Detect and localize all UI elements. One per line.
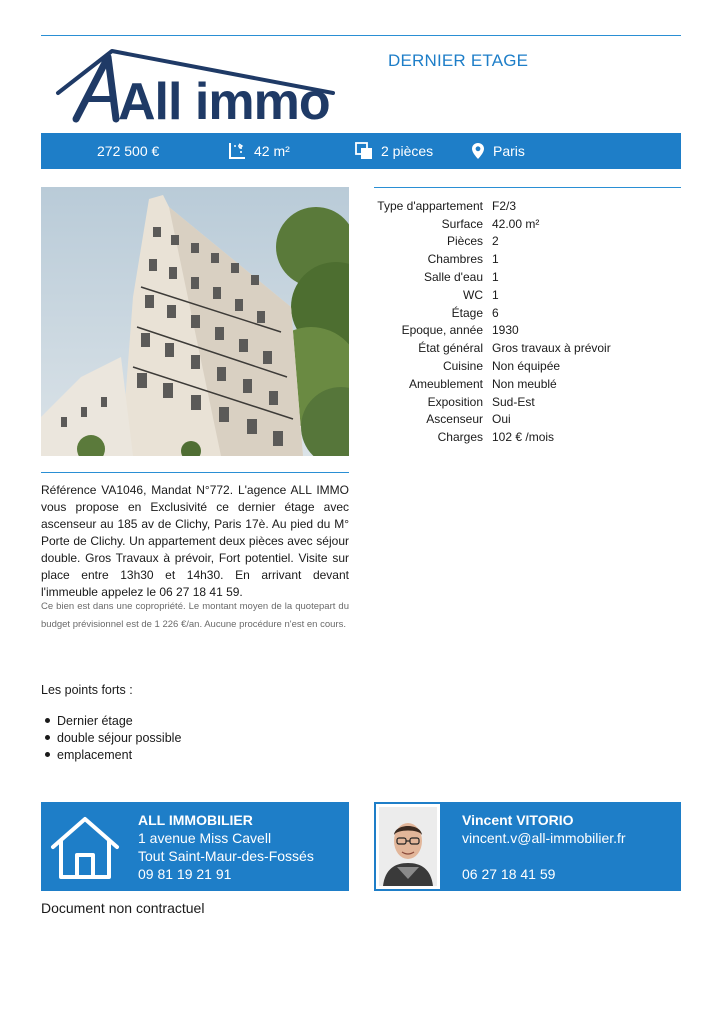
spec-value: 1 (492, 252, 499, 267)
spec-key: Exposition (427, 394, 483, 409)
spec-key: Epoque, année (401, 323, 483, 338)
list-item (41, 729, 181, 746)
spec-row (374, 428, 681, 446)
summary-bar (41, 133, 681, 169)
location-pin-icon (471, 142, 485, 160)
agent-photo (376, 804, 440, 889)
spec-value: 1930 (492, 323, 519, 338)
spec-row (374, 304, 681, 322)
spec-key: État général (418, 341, 483, 356)
spec-value: F2/3 (492, 198, 517, 213)
disclaimer: Document non contractuel (41, 900, 205, 916)
description: Référence VA1046, Mandat N°772. L'agence ALL IMMO vous propose en Exclusivité ce dernier étage avec ascenseur au 185 av de Clichy, Paris 17è. Au pied du M° Porte de Clichy. Un appartement deux pièces avec séjour double. Gros Travaux à prévoir, Fort potentiel. Visite sur place entre 13h30 et 14h30. En arrivant devant l'immeuble appelez le 06 27 18 41 59. (41, 483, 349, 599)
strong-point: Dernier étage (57, 713, 133, 728)
spec-key: Charges (437, 430, 483, 445)
spec-value: Non meublé (492, 376, 557, 391)
agent-email[interactable]: vincent.v@all-immobilier.fr (462, 830, 626, 846)
agent-card (374, 802, 681, 891)
spec-value: 102 € /mois (492, 430, 555, 445)
spec-key: Cuisine (442, 359, 483, 374)
spec-value: Oui (492, 412, 511, 427)
agent-name: Vincent VITORIO (462, 812, 574, 828)
strong-points-list (41, 712, 181, 763)
city-value: Paris (493, 143, 525, 159)
strong-point: emplacement (57, 747, 133, 762)
rooms-summary (355, 133, 433, 169)
agent-phone: 06 27 18 41 59 (462, 866, 556, 882)
spec-row (374, 357, 681, 375)
agency-address-line1: 1 avenue Miss Cavell (138, 830, 272, 846)
agency-name: ALL IMMOBILIER (138, 812, 253, 828)
rooms-value: 2 pièces (381, 143, 434, 159)
spec-row (374, 393, 681, 411)
spec-key: WC (463, 287, 483, 302)
agent-info (462, 811, 626, 883)
bullet-icon (45, 735, 50, 740)
spec-row (374, 250, 681, 268)
list-item (41, 712, 181, 729)
spec-row (374, 215, 681, 233)
surface-value: 42 m² (254, 143, 290, 159)
property-photo (41, 187, 349, 456)
spec-value: Non équipée (492, 359, 561, 374)
spec-value: 42.00 m² (492, 216, 540, 231)
listing-title: DERNIER ETAGE (388, 51, 529, 70)
bullet-icon (45, 718, 50, 723)
spec-key: Ameublement (408, 376, 483, 391)
specs-table (374, 197, 681, 446)
copropriete-note: Ce bien est dans une copropriété. Le montant moyen de la quotepart du budget prévisionnel est de 1 226 €/an. Aucune procédure n'est en cours. (41, 601, 349, 630)
price: 272 500 € (97, 143, 160, 159)
bullet-icon (45, 752, 50, 757)
spec-row (374, 286, 681, 304)
house-icon (49, 815, 121, 881)
spec-row (374, 197, 681, 215)
spec-key: Étage (451, 305, 483, 320)
spec-key: Surface (441, 216, 483, 231)
spec-row (374, 322, 681, 340)
rooms-icon (355, 142, 373, 160)
spec-value: 2 (492, 234, 499, 249)
description-divider (41, 472, 349, 473)
all-immo-logo (50, 45, 340, 130)
city-summary (471, 133, 525, 169)
surface-summary (228, 133, 290, 169)
agency-phone: 09 81 19 21 91 (138, 866, 232, 882)
strong-points-title: Les points forts : (41, 683, 133, 697)
spec-value: Sud-Est (492, 394, 535, 409)
spec-key: Pièces (446, 234, 483, 249)
surface-icon (228, 142, 246, 160)
list-item (41, 746, 181, 763)
agency-card (41, 802, 349, 891)
spec-row (374, 268, 681, 286)
spec-value: 1 (492, 287, 499, 302)
spec-row (374, 339, 681, 357)
spec-value: 1 (492, 270, 499, 285)
spec-value: 6 (492, 305, 499, 320)
logo-text: All immo (118, 73, 330, 130)
spec-key: Chambres (427, 252, 483, 267)
specs-divider (374, 187, 681, 188)
spec-key: Salle d'eau (423, 270, 483, 285)
spec-row (374, 411, 681, 429)
strong-point: double séjour possible (57, 730, 182, 745)
spec-row (374, 375, 681, 393)
spec-key: Ascenseur (426, 412, 483, 427)
spec-value: Gros travaux à prévoir (492, 341, 611, 356)
spec-row (374, 233, 681, 251)
spec-key: Type d'appartement (377, 198, 483, 213)
agency-info (138, 811, 314, 883)
agency-address-line2: Tout Saint-Maur-des-Fossés (138, 848, 314, 864)
top-divider (41, 35, 681, 36)
